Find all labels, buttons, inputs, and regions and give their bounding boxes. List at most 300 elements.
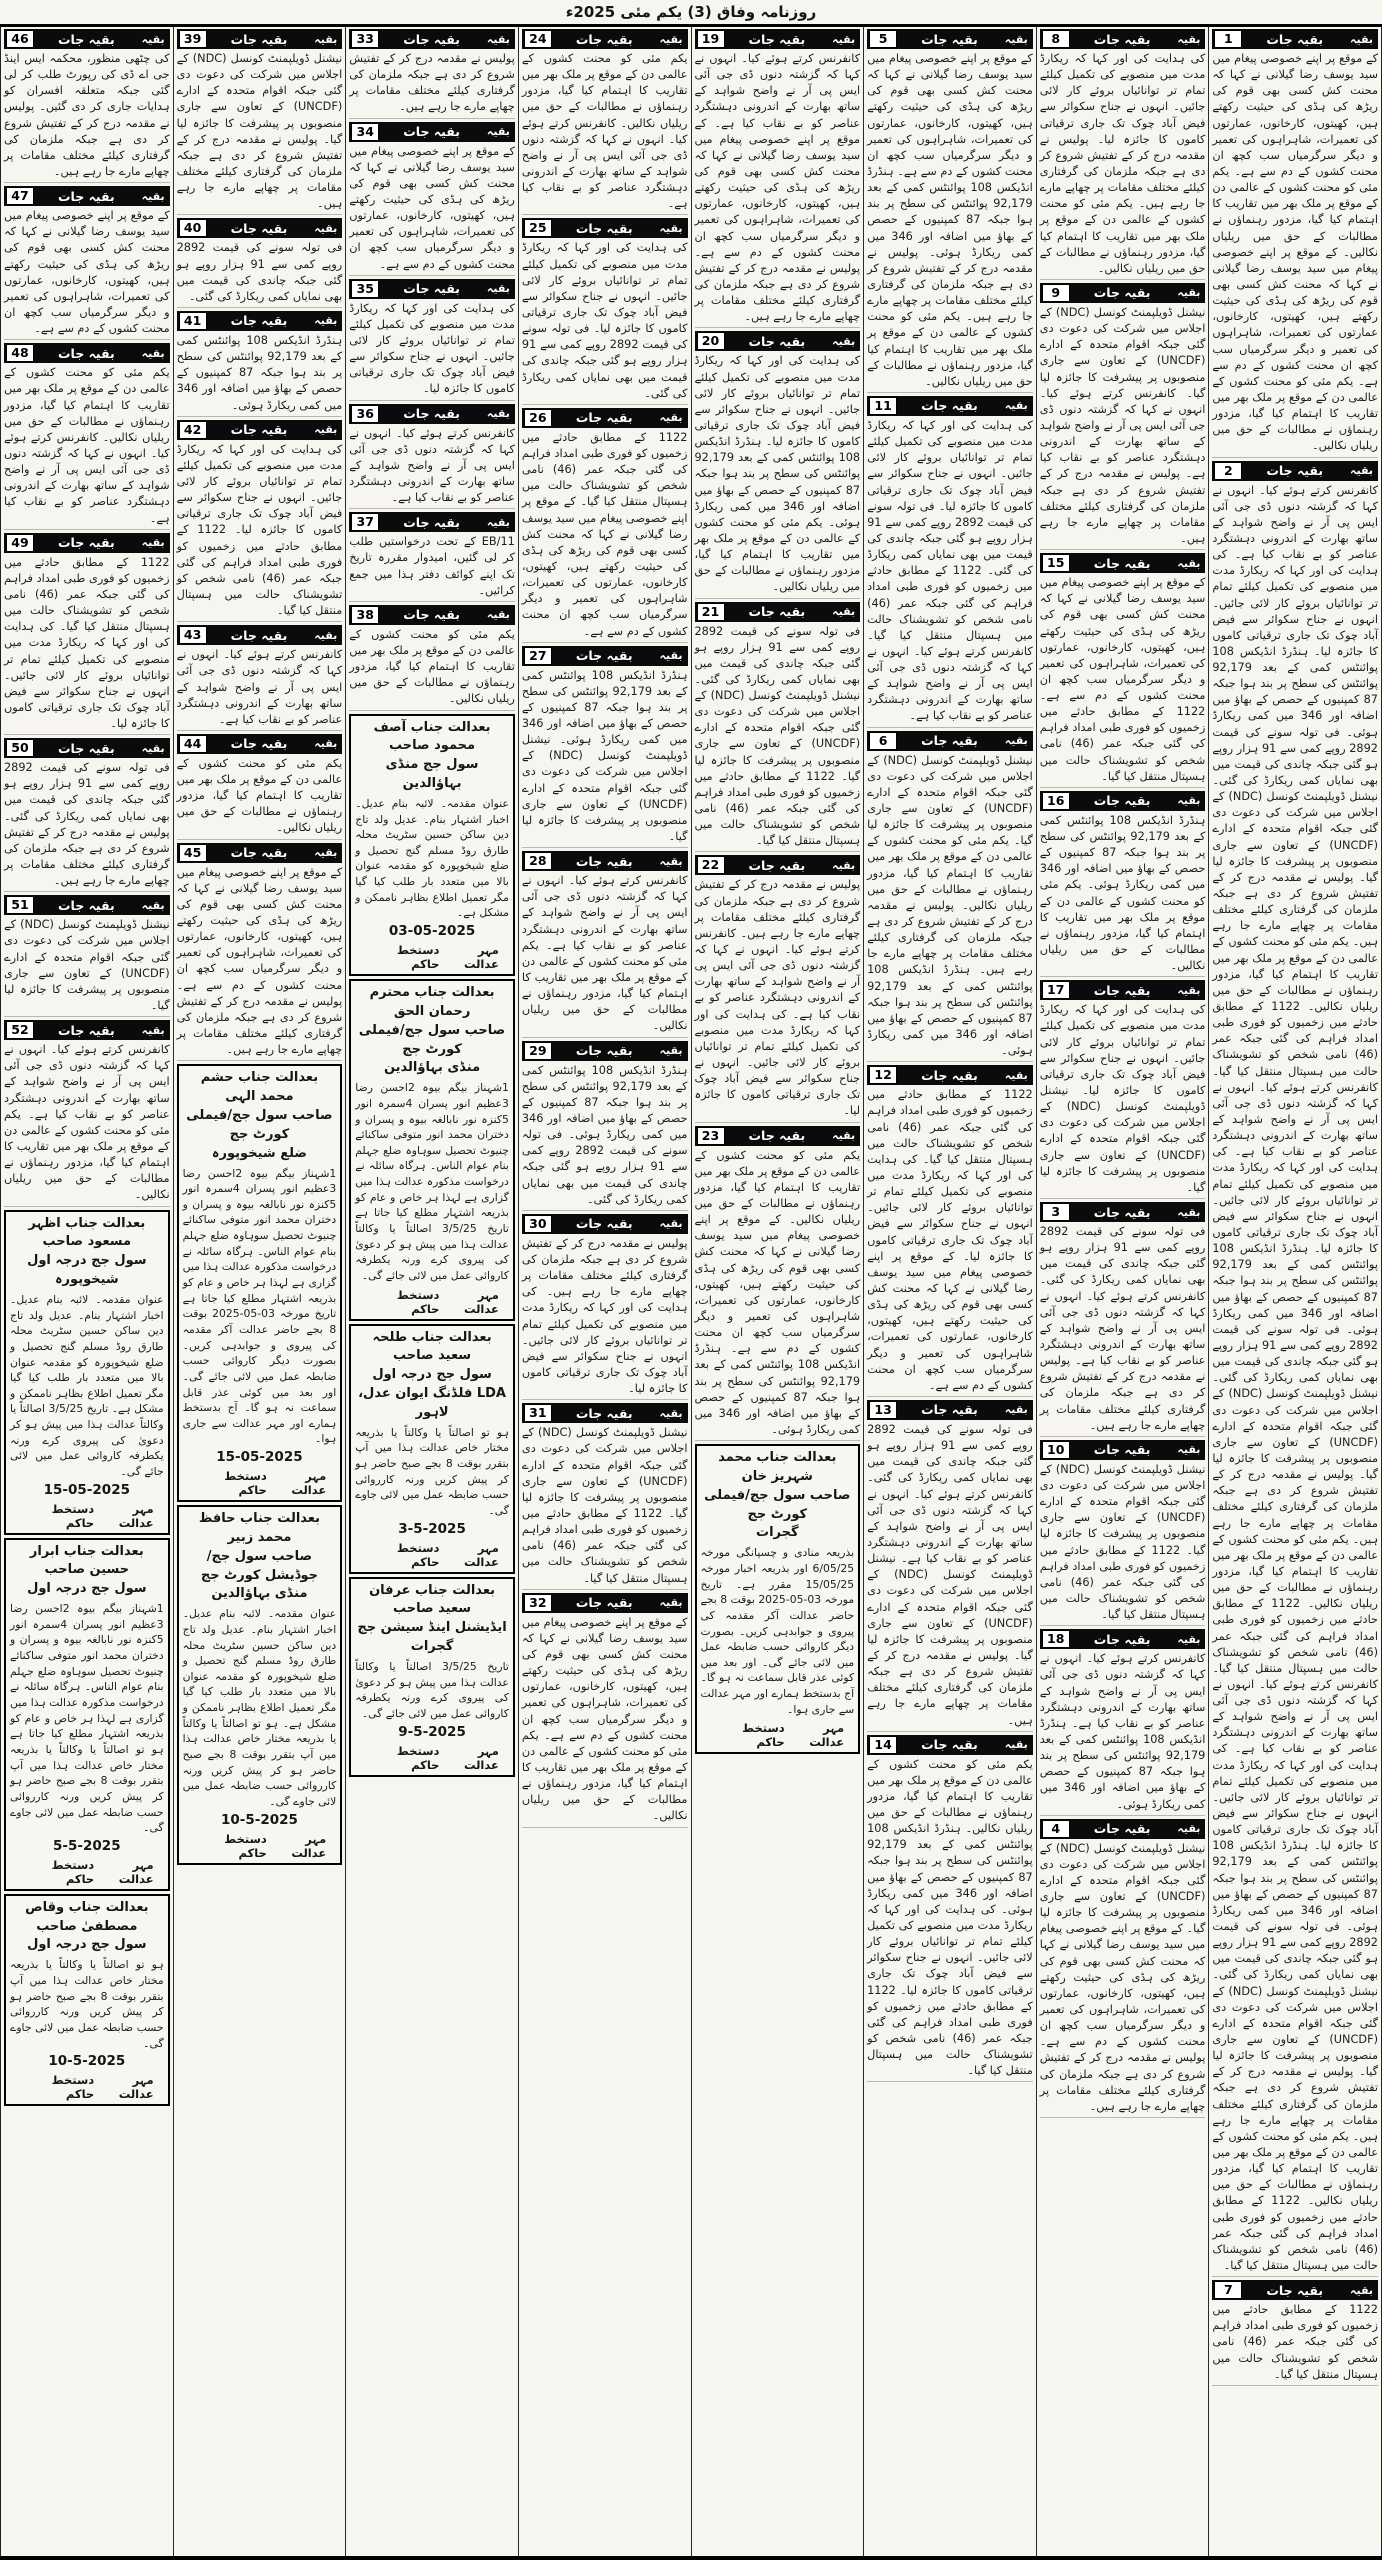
continuation-box [349,29,515,119]
notice-sign-label: دستخط حاکم [396,1743,440,1772]
continuation-box [522,1403,688,1589]
notice-sign-label: دستخط حاکم [51,2073,95,2102]
continuation-number: 3 [1042,1203,1070,1221]
notice-body: عنوان مقدمہ۔ لائبہ بنام عدیل۔ اخبار اشتہار بنام۔ عدیل ولد تاج دین ساکن حسین سٹریٹ محلہ طارق روڈ مسلم گنج تحصیل و ضلع شیخوپورہ کو مقدمہ عنوان بالا میں متعدد بار طلب کیا گیا مگر تعمیل اطلاع بظاہر ناممکن و مشکل ہے۔ تاریخ 3/5/25 اصالتاً یا وکالتاً عدالت ہذا میں پیش ہو کر دعویٰ کی پیروی کرے ورنہ یکطرفہ کاروائی عمل میں لائی جائے گی۔ [10,1292,164,1478]
continuation-box [1040,980,1206,1199]
continuation-box [522,29,688,215]
continuation-number: 22 [697,856,725,874]
continuation-box [695,331,861,598]
notice-date: 10-5-2025 [48,2053,126,2070]
continuation-tag: بقیہ [314,221,338,235]
continuation-body: کانفرنس کرتے ہوئے کیا۔ انہوں نے کہا کہ گزشتہ دنوں ڈی جی آئی ایس پی آر نے واضح شواہد کے ساتھ بھارت کے اندرونی دہشتگرد عناصر کو بے نقاب کیا ہے۔ کے موقع پر اپنے خصوصی پیغام میں سید یوسف رضا گیلانی نے کہا کہ محنت کش کسی بھی قوم کی ریڑھ کی ہڈی کی حیثیت رکھتے ہیں، کھیتوں، کارخانوں، عمارتوں کی تعمیرات، شاہراہوں کی تعمیر و دیگر سرگرمیاں سب کچھ ان محنت کشوں کے دم سے ہے۔ پولیس نے مقدمہ درج کر کے تفتیش شروع کر دی ہے جبکہ ملزمان کی گرفتاری کیلئے مختلف مقامات پر چھاپے مارے جا رہے ہیں۔ [695,51,861,328]
continuation-number: 51 [6,896,34,914]
notice-sign-label: دستخط حاکم [51,1501,95,1530]
continuation-box [349,122,515,276]
continuation-number: 12 [869,1066,897,1084]
continuation-bar [867,396,1033,416]
continuation-label: بقیہ جات [230,313,288,329]
continuation-label: بقیہ جات [230,845,288,861]
continuation-tag: بقیہ [486,608,510,622]
continuation-label: بقیہ جات [921,398,978,414]
continuation-label: بقیہ جات [57,31,115,47]
continuation-body: یکم مئی کو محنت کشوں کے عالمی دن کے موقع پر ملک بھر میں تقاریب کا اہتمام کیا گیا، مزدور رہنماؤں نے مطالبات کے حق میں ریلیاں نکالیں۔ [349,627,515,711]
continuation-bar [177,625,343,645]
continuation-body: کی ہدایت کی اور کہا کہ ریکارڈ مدت میں منصوبے کی تکمیل کیلئے تمام تر توانائیاں بروئے کار لائی جائیں۔ انہوں نے جناح سکوائر سے فیض آباد چوک تک جاری ترقیاتی کاموں کا جائزہ لیا۔ 1122 کے مطابق حادثے میں زخمیوں کو فوری طبی امداد فراہم کی گئی جبکہ عمر (46) نامی شخص کو تشویشناک حالت میں ہسپتال منتقل کیا گیا۔ [177,442,343,623]
continuation-body: نیشنل ڈویلپمنٹ کونسل (NDC) کے اجلاس میں شرکت کی دعوت دی گئی جبکہ اقوام متحدہ کے ادارے (UNCDF) کے تعاون سے جاری منصوبوں پر پیشرفت کا جائزہ لیا گیا۔ کانفرنس کرتے ہوئے کیا۔ انہوں نے کہا کہ گزشتہ دنوں ڈی جی آئی ایس پی آر نے واضح شواہد کے ساتھ بھارت کے اندرونی دہشتگرد عناصر کو بے نقاب کیا ہے۔ پولیس نے مقدمہ درج کر کے تفتیش شروع کر دی ہے جبکہ ملزمان کی گرفتاری کیلئے مختلف مقامات پر چھاپے مارے جا رہے ہیں۔ [1040,305,1206,550]
notice-title-line: سول جج درجہ اول [27,1937,147,1953]
continuation-box [349,279,515,401]
continuation-body: کی ہدایت کی اور کہا کہ ریکارڈ مدت میں منصوبے کی تکمیل کیلئے تمام تر توانائیاں بروئے کار لائی جائیں۔ انہوں نے جناح سکوائر سے فیض آباد چوک تک جاری ترقیاتی کاموں کا جائزہ لیا۔ [349,301,515,401]
continuation-tag: بقیہ [486,125,510,139]
notice-sign-label: دستخط حاکم [742,1721,785,1750]
continuation-box [867,1400,1033,1732]
continuation-bar [1040,1819,1206,1839]
notice-seal-label: مہر عدالت [291,1469,327,1498]
court-notice [695,1444,861,1754]
continuation-number: 49 [6,534,34,552]
continuation-label: بقیہ جات [921,1067,978,1083]
continuation-tag: بقیہ [832,334,856,348]
continuation-bar [349,279,515,299]
notice-date: 10-5-2025 [220,1811,298,1828]
continuation-body: کانفرنس کرتے ہوئے کیا۔ انہوں نے کہا کہ گزشتہ دنوں ڈی جی آئی ایس پی آر نے واضح شواہد کے ساتھ بھارت کے اندرونی دہشتگرد عناصر کو بے نقاب کیا ہے۔ کی ہدایت کی اور کہا کہ ریکارڈ مدت میں منصوبے کی تکمیل کیلئے تمام تر توانائیاں بروئے کار لائی جائیں۔ انہوں نے جناح سکوائر سے فیض آباد چوک تک جاری ترقیاتی کاموں کا جائزہ لیا۔ ہنڈرڈ انڈیکس 108 پوائنٹس کمی کے بعد 92,179 پوائنٹس کی سطح پر بند ہوا جبکہ 87 کمپنیوں کے حصص کے بھاؤ میں اضافہ اور 346 میں کمی ریکارڈ ہوئی۔ فی تولہ سونے کی قیمت 2892 روپے کمی سے 91 ہزار روپے ہو گئی جبکہ چاندی کی قیمت میں بھی نمایاں کمی ریکارڈ کی گئی۔ نیشنل ڈویلپمنٹ کونسل (NDC) کے اجلاس میں شرکت کی دعوت دی گئی جبکہ اقوام متحدہ کے ادارے (UNCDF) کے تعاون سے جاری منصوبوں پر پیشرفت کا جائزہ لیا گیا۔ پولیس نے مقدمہ درج کر کے تفتیش شروع کر دی ہے جبکہ ملزمان کی گرفتاری کیلئے مختلف مقامات پر چھاپے مارے جا رہے ہیں۔ یکم مئی کو محنت کشوں کے عالمی دن کے موقع پر ملک بھر میں تقاریب کا اہتمام کیا گیا، مزدور رہنماؤں نے مطالبات کے حق میں ریلیاں نکالیں۔ 1122 کے مطابق حادثے میں زخمیوں کو فوری طبی امداد فراہم کی گئی جبکہ عمر (46) نامی شخص کو تشویشناک حالت میں ہسپتال منتقل کیا گیا۔ کانفرنس کرتے ہوئے کیا۔ انہوں نے کہا کہ گزشتہ دنوں ڈی جی آئی ایس پی آر نے واضح شواہد کے ساتھ بھارت کے اندرونی دہشتگرد عناصر کو بے نقاب کیا ہے۔ کی ہدایت کی اور کہا کہ ریکارڈ مدت میں منصوبے کی تکمیل کیلئے تمام تر توانائیاں بروئے کار لائی جائیں۔ انہوں نے جناح سکوائر سے فیض آباد چوک تک جاری ترقیاتی کاموں کا جائزہ لیا۔ ہنڈرڈ انڈیکس 108 پوائنٹس کمی کے بعد 92,179 پوائنٹس کی سطح پر بند ہوا جبکہ 87 کمپنیوں کے حصص کے بھاؤ میں اضافہ اور 346 میں کمی ریکارڈ ہوئی۔ فی تولہ سونے کی قیمت 2892 روپے کمی سے 91 ہزار روپے ہو گئی جبکہ چاندی کی قیمت میں بھی نمایاں کمی ریکارڈ کی گئی۔ نیشنل ڈویلپمنٹ کونسل (NDC) کے اجلاس میں شرکت کی دعوت دی گئی جبکہ اقوام متحدہ کے ادارے (UNCDF) کے تعاون سے جاری منصوبوں پر پیشرفت کا جائزہ لیا گیا۔ پولیس نے مقدمہ درج کر کے تفتیش شروع کر دی ہے جبکہ ملزمان کی گرفتاری کیلئے مختلف مقامات پر چھاپے مارے جا رہے ہیں۔ یکم مئی کو محنت کشوں کے عالمی دن کے موقع پر ملک بھر میں تقاریب کا اہتمام کیا گیا، مزدور رہنماؤں نے مطالبات کے حق میں ریلیاں نکالیں۔ 1122 کے مطابق حادثے میں زخمیوں کو فوری طبی امداد فراہم کی گئی جبکہ عمر (46) نامی شخص کو تشویشناک حالت میں ہسپتال منتقل کیا گیا۔ کانفرنس کرتے ہوئے کیا۔ انہوں نے کہا کہ گزشتہ دنوں ڈی جی آئی ایس پی آر نے واضح شواہد کے ساتھ بھارت کے اندرونی دہشتگرد عناصر کو بے نقاب کیا ہے۔ کی ہدایت کی اور کہا کہ ریکارڈ مدت میں منصوبے کی تکمیل کیلئے تمام تر توانائیاں بروئے کار لائی جائیں۔ انہوں نے جناح سکوائر سے فیض آباد چوک تک جاری ترقیاتی کاموں کا جائزہ لیا۔ ہنڈرڈ انڈیکس 108 پوائنٹس کمی کے بعد 92,179 پوائنٹس کی سطح پر بند ہوا جبکہ 87 کمپنیوں کے حصص کے بھاؤ میں اضافہ اور 346 میں کمی ریکارڈ ہوئی۔ فی تولہ سونے کی قیمت 2892 روپے کمی سے 91 ہزار روپے ہو گئی جبکہ چاندی کی قیمت میں بھی نمایاں کمی ریکارڈ کی گئی۔ نیشنل ڈویلپمنٹ کونسل (NDC) کے اجلاس میں شرکت کی دعوت دی گئی جبکہ اقوام متحدہ کے ادارے (UNCDF) کے تعاون سے جاری منصوبوں پر پیشرفت کا جائزہ لیا گیا۔ پولیس نے مقدمہ درج کر کے تفتیش شروع کر دی ہے جبکہ ملزمان کی گرفتاری کیلئے مختلف مقامات پر چھاپے مارے جا رہے ہیں۔ یکم مئی کو محنت کشوں کے عالمی دن کے موقع پر ملک بھر میں تقاریب کا اہتمام کیا گیا، مزدور رہنماؤں نے مطالبات کے حق میں ریلیاں نکالیں۔ 1122 کے مطابق حادثے میں زخمیوں کو فوری طبی امداد فراہم کی گئی جبکہ عمر (46) نامی شخص کو تشویشناک حالت میں ہسپتال منتقل کیا گیا۔ [1212,483,1378,2278]
continuation-label: بقیہ جات [748,1128,806,1144]
continuation-body: فی تولہ سونے کی قیمت 2892 روپے کمی سے 91 ہزار روپے ہو گئی جبکہ چاندی کی قیمت میں بھی نمایاں کمی ریکارڈ کی گئی۔ کانفرنس کرتے ہوئے کیا۔ انہوں نے کہا کہ گزشتہ دنوں ڈی جی آئی ایس پی آر نے واضح شواہد کے ساتھ بھارت کے اندرونی دہشتگرد عناصر کو بے نقاب کیا ہے۔ پولیس نے مقدمہ درج کر کے تفتیش شروع کر دی ہے جبکہ ملزمان کی گرفتاری کیلئے مختلف مقامات پر چھاپے مارے جا رہے ہیں۔ [1040,1224,1206,1437]
continuation-body: 1122 کے مطابق حادثے میں زخمیوں کو فوری طبی امداد فراہم کی گئی جبکہ عمر (46) نامی شخص کو تشویشناک حالت میں ہسپتال منتقل کیا گیا۔ کی ہدایت کی اور کہا کہ ریکارڈ مدت میں منصوبے کی تکمیل کیلئے تمام تر توانائیاں بروئے کار لائی جائیں۔ انہوں نے جناح سکوائر سے فیض آباد چوک تک جاری ترقیاتی کاموں کا جائزہ لیا۔ کے موقع پر اپنے خصوصی پیغام میں سید یوسف رضا گیلانی نے کہا کہ محنت کش کسی بھی قوم کی ریڑھ کی ہڈی کی حیثیت رکھتے ہیں، کھیتوں، کارخانوں، عمارتوں کی تعمیرات، شاہراہوں کی تعمیر و دیگر سرگرمیاں سب کچھ ان محنت کشوں کے دم سے ہے۔ [867,1087,1033,1397]
notice-body: 1شہناز بیگم بیوہ 2احسن رضا 3عظیم انور پسران 4سمرہ انور 5کنزہ نور نابالغہ بیوہ و پسران و دختران محمد انور متوفی ساکنائے چنیوٹ تحصیل سوہاوہ ضلع جہلم بنام عوام الناس۔ ہرگاہ سائلہ نے درخواست مذکورہ عدالت ہذا میں گزاری ہے لہذا ہر خاص و عام کو بذریعہ اشتہار مطلع کیا جاتا ہے ہو تو اصالتاً یا وکالتاً یا بذریعہ مختار خاص عدالت ہذا میں آپ بتقرر بوقت 8 بجے صبح حاضر ہو کر پیش کریں ورنہ کارروائی حسب ضابطہ عمل میں لائی جاوے گی۔ [10,1602,164,1835]
continuation-bar [522,1041,688,1061]
continuation-label: بقیہ جات [57,1022,115,1038]
continuation-box [522,408,688,643]
court-notice [349,979,515,1321]
notice-sign-label: دستخط حاکم [396,1540,440,1569]
notice-title-line: بعدالت جناب طلحہ سعید صاحب [372,1329,492,1364]
continuation-bar [695,331,861,351]
continuation-box [1212,461,1378,2278]
continuation-label: بقیہ جات [921,733,978,749]
notice-footer [355,1541,509,1569]
continuation-bar [4,738,170,758]
notice-title-line: سول جج درجہ اول [27,1581,147,1597]
continuation-body: 1122 کے مطابق حادثے میں زخمیوں کو فوری طبی امداد فراہم کی گئی جبکہ عمر (46) نامی شخص کو تشویشناک حالت میں ہسپتال منتقل کیا گیا۔ کے موقع پر اپنے خصوصی پیغام میں سید یوسف رضا گیلانی نے کہا کہ محنت کش کسی بھی قوم کی ریڑھ کی ہڈی کی حیثیت رکھتے ہیں، کھیتوں، کارخانوں، عمارتوں کی تعمیرات، شاہراہوں کی تعمیر و دیگر سرگرمیاں سب کچھ ان محنت کشوں کے دم سے ہے۔ [522,430,688,643]
continuation-label: بقیہ جات [230,31,288,47]
continuation-body: کے موقع پر اپنے خصوصی پیغام میں سید یوسف رضا گیلانی نے کہا کہ محنت کش کسی بھی قوم کی ریڑھ کی ہڈی کی حیثیت رکھتے ہیں، کھیتوں، کارخانوں، عمارتوں کی تعمیرات، شاہراہوں کی تعمیر و دیگر سرگرمیاں سب کچھ ان محنت کشوں کے دم سے ہے۔ [4,208,170,340]
continuation-number: 46 [6,30,34,48]
continuation-body: فی تولہ سونے کی قیمت 2892 روپے کمی سے 91 ہزار روپے ہو گئی جبکہ چاندی کی قیمت میں بھی نمایاں کمی ریکارڈ کی گئی۔ پولیس نے مقدمہ درج کر کے تفتیش شروع کر دی ہے جبکہ ملزمان کی گرفتاری کیلئے مختلف مقامات پر چھاپے مارے جا رہے ہیں۔ [4,760,170,892]
court-notice [349,1577,515,1777]
continuation-label: بقیہ جات [403,124,460,140]
continuation-number: 43 [179,626,207,644]
continuation-number: 40 [179,219,207,237]
continuation-bar [349,404,515,424]
continuation-tag: بقیہ [1177,1443,1201,1457]
continuation-box [1040,1202,1206,1437]
continuation-box [1212,2280,1378,2386]
continuation-bar [695,1126,861,1146]
continuation-body: کے موقع پر اپنے خصوصی پیغام میں سید یوسف رضا گیلانی نے کہا کہ محنت کش کسی بھی قوم کی ریڑھ کی ہڈی کی حیثیت رکھتے ہیں، کھیتوں، کارخانوں، عمارتوں کی تعمیرات، شاہراہوں کی تعمیر و دیگر سرگرمیاں سب کچھ ان محنت کشوں کے دم سے ہے۔ یکم مئی کو محنت کشوں کے عالمی دن کے موقع پر ملک بھر میں تقاریب کا اہتمام کیا گیا، مزدور رہنماؤں نے مطالبات کے حق میں ریلیاں نکالیں۔ کے موقع پر اپنے خصوصی پیغام میں سید یوسف رضا گیلانی نے کہا کہ محنت کش کسی بھی قوم کی ریڑھ کی ہڈی کی حیثیت رکھتے ہیں، کھیتوں، کارخانوں، عمارتوں کی تعمیرات، شاہراہوں کی تعمیر و دیگر سرگرمیاں سب کچھ ان محنت کشوں کے دم سے ہے۔ یکم مئی کو محنت کشوں کے عالمی دن کے موقع پر ملک بھر میں تقاریب کا اہتمام کیا گیا، مزدور رہنماؤں نے مطالبات کے حق میں ریلیاں نکالیں۔ [1212,51,1378,458]
continuation-bar [177,734,343,754]
continuation-tag: بقیہ [1350,32,1373,46]
continuation-tag: بقیہ [1177,1632,1201,1646]
continuation-tag: بقیہ [314,846,338,860]
continuation-box [177,420,343,623]
continuation-body: کی ہدایت کی اور کہا کہ ریکارڈ مدت میں منصوبے کی تکمیل کیلئے تمام تر توانائیاں بروئے کار لائی جائیں۔ انہوں نے جناح سکوائر سے فیض آباد چوک تک جاری ترقیاتی کاموں کا جائزہ لیا۔ ہنڈرڈ انڈیکس 108 پوائنٹس کمی کے بعد 92,179 پوائنٹس کی سطح پر بند ہوا جبکہ 87 کمپنیوں کے حصص کے بھاؤ میں اضافہ اور 346 میں کمی ریکارڈ ہوئی۔ یکم مئی کو محنت کشوں کے عالمی دن کے موقع پر ملک بھر میں تقاریب کا اہتمام کیا گیا، مزدور رہنماؤں نے مطالبات کے حق میں ریلیاں نکالیں۔ [695,353,861,598]
continuation-number: 11 [869,397,897,415]
notice-title-line: منڈی بہاؤالدین [211,1586,308,1602]
continuation-box [4,1020,170,1206]
notice-body: تاریخ 3/5/25 اصالتاً یا وکالتاً عدالت ہذا میں پیش ہو کر دعویٰ کی پیروی کرے ورنہ یکطرفہ کاروائی عمل میں لائی جائے گی۔ [355,1659,509,1720]
notice-body: عنوان مقدمہ۔ لائبہ بنام عدیل۔ اخبار اشتہار بنام۔ عدیل ولد تاج دین ساکن حسین سٹریٹ محلہ طارق روڈ مسلم گنج تحصیل و ضلع شیخوپورہ کو مقدمہ عنوان بالا میں متعدد بار طلب کیا گیا مگر تعمیل اطلاع بظاہر ناممکن و مشکل ہے۔ ہو تو اصالتاً یا وکالتاً یا بذریعہ مختار خاص عدالت ہذا میں آپ بتقرر بوقت 8 بجے صبح حاضر ہو کر پیش کریں ورنہ کارروائی حسب ضابطہ عمل میں لائی جاوے گی۔ [182,1607,337,1808]
continuation-number: 8 [1042,30,1070,48]
continuation-label: بقیہ جات [575,648,633,664]
continuation-label: بقیہ جات [1093,1631,1151,1647]
continuation-tag: بقیہ [141,189,165,203]
continuation-body: EB/11 کے تحت درخواستیں طلب کر لی گئیں، امیدوار مقررہ تاریخ تک اپنے کوائف دفتر ہذا میں جمع کرائیں۔ [349,534,515,602]
continuation-bar [1212,461,1378,481]
notice-seal-label: مہر عدالت [118,2073,154,2102]
notice-title-line: بعدالت جناب وقاص مصطفیٰ صاحب [25,1899,149,1934]
continuation-bar [695,855,861,875]
continuation-bar [1040,1202,1206,1222]
continuation-label: بقیہ جات [1266,463,1324,479]
continuation-number: 34 [351,123,379,141]
column-4 [691,27,864,2556]
continuation-label: بقیہ جات [1093,555,1151,571]
notice-sign-label: دستخط حاکم [51,1857,95,1886]
continuation-number: 15 [1042,554,1070,572]
court-notice [349,714,515,977]
continuation-number: 29 [524,1042,552,1060]
continuation-number: 6 [869,732,897,750]
continuation-bar [4,533,170,553]
continuation-tag: بقیہ [1004,1738,1028,1752]
continuation-bar [177,843,343,863]
continuation-box [522,851,688,1037]
notice-footer [183,1832,337,1860]
continuation-number: 32 [524,1594,552,1612]
court-notice [4,1538,170,1891]
continuation-number: 27 [524,647,552,665]
court-notice [349,1324,515,1574]
continuation-body: فی تولہ سونے کی قیمت 2892 روپے کمی سے 91 ہزار روپے ہو گئی جبکہ چاندی کی قیمت میں بھی نمایاں کمی ریکارڈ کی گئی۔ کانفرنس کرتے ہوئے کیا۔ انہوں نے کہا کہ گزشتہ دنوں ڈی جی آئی ایس پی آر نے واضح شواہد کے ساتھ بھارت کے اندرونی دہشتگرد عناصر کو بے نقاب کیا ہے۔ نیشنل ڈویلپمنٹ کونسل (NDC) کے اجلاس میں شرکت کی دعوت دی گئی جبکہ اقوام متحدہ کے ادارے (UNCDF) کے تعاون سے جاری منصوبوں پر پیشرفت کا جائزہ لیا گیا۔ پولیس نے مقدمہ درج کر کے تفتیش شروع کر دی ہے جبکہ ملزمان کی گرفتاری کیلئے مختلف مقامات پر چھاپے مارے جا رہے ہیں۔ [867,1422,1033,1732]
continuation-tag: بقیہ [659,411,683,425]
continuation-label: بقیہ جات [575,853,633,869]
notice-footer [355,1288,509,1316]
continuation-box [1040,1440,1206,1626]
masthead-title: روزنامہ وفاق (3) یکم مئی 2025ء [0,0,1382,27]
notice-sign-label: دستخط حاکم [224,1469,267,1498]
continuation-number: 26 [524,409,552,427]
continuation-box [4,895,170,1017]
continuation-bar [522,1593,688,1613]
continuation-number: 44 [179,735,207,753]
continuation-tag: بقیہ [314,423,338,437]
continuation-box [177,218,343,308]
notice-title-line: سول جج درجہ اول شیخوپورہ [27,1253,147,1288]
continuation-tag: بقیہ [1177,32,1201,46]
continuation-number: 7 [1214,2281,1242,2299]
continuation-box [1040,791,1206,977]
continuation-bar [349,29,515,49]
continuation-number: 21 [697,603,725,621]
continuation-label: بقیہ جات [230,736,288,752]
continuation-box [867,1735,1033,2083]
notice-date: 9-5-2025 [398,1723,466,1740]
continuation-box [867,1065,1033,1397]
continuation-label: بقیہ جات [1093,31,1151,47]
continuation-body: کی چٹھی منظور، محکمہ ایس اینڈ جی اے ڈی کی رپورٹ طلب کر لی گئی جبکہ متعلقہ افسران کو ہدایات جاری کر دی گئیں۔ پولیس نے مقدمہ درج کر کے تفتیش شروع کر دی ہے جبکہ ملزمان کی گرفتاری کیلئے مختلف مقامات پر چھاپے مارے جا رہے ہیں۔ [4,51,170,183]
continuation-tag: بقیہ [141,346,165,360]
continuation-body: یکم مئی کو محنت کشوں کے عالمی دن کے موقع پر ملک بھر میں تقاریب کا اہتمام کیا گیا، مزدور رہنماؤں نے مطالبات کے حق میں ریلیاں نکالیں۔ ہنڈرڈ انڈیکس 108 پوائنٹس کمی کے بعد 92,179 پوائنٹس کی سطح پر بند ہوا جبکہ 87 کمپنیوں کے حصص کے بھاؤ میں اضافہ اور 346 میں کمی ریکارڈ ہوئی۔ کی ہدایت کی اور کہا کہ ریکارڈ مدت میں منصوبے کی تکمیل کیلئے تمام تر توانائیاں بروئے کار لائی جائیں۔ انہوں نے جناح سکوائر سے فیض آباد چوک تک جاری ترقیاتی کاموں کا جائزہ لیا۔ 1122 کے مطابق حادثے میں زخمیوں کو فوری طبی امداد فراہم کی گئی جبکہ عمر (46) نامی شخص کو تشویشناک حالت میں ہسپتال منتقل کیا گیا۔ [867,1757,1033,2083]
continuation-number: 52 [6,1021,34,1039]
continuation-box [522,218,688,404]
continuation-body: کانفرنس کرتے ہوئے کیا۔ انہوں نے کہا کہ گزشتہ دنوں ڈی جی آئی ایس پی آر نے واضح شواہد کے ساتھ بھارت کے اندرونی دہشتگرد عناصر کو بے نقاب کیا ہے۔ یکم مئی کو محنت کشوں کے عالمی دن کے موقع پر ملک بھر میں تقاریب کا اہتمام کیا گیا، مزدور رہنماؤں نے مطالبات کے حق میں ریلیاں نکالیں۔ [522,873,688,1037]
continuation-label: بقیہ جات [748,333,806,349]
continuation-number: 4 [1042,1820,1070,1838]
continuation-bar [4,29,170,49]
continuation-label: بقیہ جات [403,406,460,422]
continuation-bar [349,512,515,532]
continuation-number: 39 [179,30,207,48]
continuation-label: بقیہ جات [1266,2282,1324,2298]
notice-date: 03-05-2025 [388,923,476,939]
continuation-tag: بقیہ [486,407,510,421]
continuation-label: بقیہ جات [575,1405,633,1421]
continuation-body: ہنڈرڈ انڈیکس 108 پوائنٹس کمی کے بعد 92,179 پوائنٹس کی سطح پر بند ہوا جبکہ 87 کمپنیوں کے حصص کے بھاؤ میں اضافہ اور 346 میں کمی ریکارڈ ہوئی۔ نیشنل ڈویلپمنٹ کونسل (NDC) کے اجلاس میں شرکت کی دعوت دی گئی جبکہ اقوام متحدہ کے ادارے (UNCDF) کے تعاون سے جاری منصوبوں پر پیشرفت کا جائزہ لیا گیا۔ [522,668,688,849]
notice-date: 3-5-2025 [398,1520,466,1537]
continuation-body: 1122 کے مطابق حادثے میں زخمیوں کو فوری طبی امداد فراہم کی گئی جبکہ عمر (46) نامی شخص کو تشویشناک حالت میں ہسپتال منتقل کیا گیا۔ [1212,2302,1378,2386]
continuation-tag: بقیہ [141,898,165,912]
notice-footer [183,1469,337,1497]
notice-title-line: بعدالت جناب محترم رحمان الحق [369,985,495,1019]
continuation-label: بقیہ جات [1093,1442,1151,1458]
continuation-tag: بقیہ [659,1217,683,1231]
continuation-label: بقیہ جات [230,422,288,438]
continuation-box [1040,553,1206,788]
notice-footer [10,2073,164,2101]
continuation-number: 17 [1042,981,1070,999]
continuation-label: بقیہ جات [921,1402,978,1418]
notice-title-line: صاحب سول جج/فیملی کورٹ جج [704,1487,851,1522]
continuation-bar [1040,283,1206,303]
continuation-body: نیشنل ڈویلپمنٹ کونسل (NDC) کے اجلاس میں شرکت کی دعوت دی گئی جبکہ اقوام متحدہ کے ادارے (UNCDF) کے تعاون سے جاری منصوبوں پر پیشرفت کا جائزہ لیا گیا۔ [4,917,170,1017]
continuation-bar [1040,553,1206,573]
continuation-bar [1040,980,1206,1000]
continuation-box [695,1126,861,1442]
notice-title-line: بعدالت جناب اظہر مسعود صاحب [28,1215,146,1250]
continuation-bar [695,29,861,49]
column-6 [345,27,518,2556]
column-7 [173,27,346,2556]
continuation-tag: بقیہ [832,858,856,872]
notice-seal-label: مہر عدالت [463,1743,499,1772]
continuation-body: کے موقع پر اپنے خصوصی پیغام میں سید یوسف رضا گیلانی نے کہا کہ محنت کش کسی بھی قوم کی ریڑھ کی ہڈی کی حیثیت رکھتے ہیں، کھیتوں، کارخانوں، عمارتوں کی تعمیرات، شاہراہوں کی تعمیر و دیگر سرگرمیاں سب کچھ ان محنت کشوں کے دم سے ہے۔ 1122 کے مطابق حادثے میں زخمیوں کو فوری طبی امداد فراہم کی گئی جبکہ عمر (46) نامی شخص کو تشویشناک حالت میں ہسپتال منتقل کیا گیا۔ [1040,575,1206,788]
continuation-tag: بقیہ [314,737,338,751]
continuation-tag: بقیہ [1177,286,1201,300]
continuation-box [177,625,343,731]
continuation-body: کی ہدایت کی اور کہا کہ ریکارڈ مدت میں منصوبے کی تکمیل کیلئے تمام تر توانائیاں بروئے کار لائی جائیں۔ انہوں نے جناح سکوائر سے فیض آباد چوک تک جاری ترقیاتی کاموں کا جائزہ لیا۔ پولیس نے مقدمہ درج کر کے تفتیش شروع کر دی ہے جبکہ ملزمان کی گرفتاری کیلئے مختلف مقامات پر چھاپے مارے جا رہے ہیں۔ یکم مئی کو محنت کشوں کے عالمی دن کے موقع پر ملک بھر میں تقاریب کا اہتمام کیا گیا، مزدور رہنماؤں نے مطالبات کے حق میں ریلیاں نکالیں۔ [1040,51,1206,280]
continuation-label: بقیہ جات [1093,982,1151,998]
continuation-box [867,29,1033,393]
column-2 [1036,27,1209,2556]
continuation-box [349,605,515,711]
continuation-body: کے موقع پر اپنے خصوصی پیغام میں سید یوسف رضا گیلانی نے کہا کہ محنت کش کسی بھی قوم کی ریڑھ کی ہڈی کی حیثیت رکھتے ہیں، کھیتوں، کارخانوں، عمارتوں کی تعمیرات، شاہراہوں کی تعمیر و دیگر سرگرمیاں سب کچھ ان محنت کشوں کے دم سے ہے۔ یکم مئی کو محنت کشوں کے عالمی دن کے موقع پر ملک بھر میں تقاریب کا اہتمام کیا گیا، مزدور رہنماؤں نے مطالبات کے حق میں ریلیاں نکالیں۔ [522,1615,688,1828]
notice-title-line: سول جج درجہ اول [372,1367,492,1383]
continuation-label: بقیہ جات [1093,793,1151,809]
notice-title-line: گجرات [756,1525,799,1541]
continuation-bar [1040,1440,1206,1460]
continuation-bar [522,218,688,238]
continuation-label: بقیہ جات [748,31,806,47]
columns-grid [0,27,1382,2556]
continuation-box [177,843,343,1062]
continuation-label: بقیہ جات [921,1737,978,1753]
continuation-box [522,1593,688,1828]
continuation-bar [4,343,170,363]
notice-date: 5-5-2025 [53,1837,121,1854]
continuation-tag: بقیہ [832,1129,856,1143]
continuation-label: بقیہ جات [575,410,633,426]
continuation-box [4,343,170,529]
continuation-tag: بقیہ [1004,1068,1028,1082]
continuation-label: بقیہ جات [1093,285,1151,301]
continuation-number: 2 [1214,462,1242,480]
continuation-box [867,396,1033,728]
continuation-bar [522,1214,688,1234]
continuation-tag: بقیہ [659,854,683,868]
notice-sign-label: دستخط حاکم [396,1287,440,1316]
notice-title-line: بعدالت جناب حشم محمد الہی [200,1070,319,1105]
continuation-body: کی ہدایت کی اور کہا کہ ریکارڈ مدت میں منصوبے کی تکمیل کیلئے تمام تر توانائیاں بروئے کار لائی جائیں۔ انہوں نے جناح سکوائر سے فیض آباد چوک تک جاری ترقیاتی کاموں کا جائزہ لیا۔ فی تولہ سونے کی قیمت 2892 روپے کمی سے 91 ہزار روپے ہو گئی جبکہ چاندی کی قیمت میں بھی نمایاں کمی ریکارڈ کی گئی۔ [522,240,688,404]
continuation-tag: بقیہ [659,1406,683,1420]
continuation-tag: بقیہ [1350,2283,1373,2297]
continuation-number: 5 [869,30,897,48]
continuation-box [867,731,1033,1063]
continuation-tag: بقیہ [141,32,165,46]
continuation-box [1040,1819,1206,2118]
continuation-tag: بقیہ [832,605,856,618]
continuation-bar [1040,791,1206,811]
continuation-number: 23 [697,1127,725,1145]
continuation-box [4,738,170,892]
continuation-body: ہنڈرڈ انڈیکس 108 پوائنٹس کمی کے بعد 92,179 پوائنٹس کی سطح پر بند ہوا جبکہ 87 کمپنیوں کے حصص کے بھاؤ میں اضافہ اور 346 میں کمی ریکارڈ ہوئی۔ یکم مئی کو محنت کشوں کے عالمی دن کے موقع پر ملک بھر میں تقاریب کا اہتمام کیا گیا، مزدور رہنماؤں نے مطالبات کے حق میں ریلیاں نکالیں۔ [1040,813,1206,977]
continuation-body: کے موقع پر اپنے خصوصی پیغام میں سید یوسف رضا گیلانی نے کہا کہ محنت کش کسی بھی قوم کی ریڑھ کی ہڈی کی حیثیت رکھتے ہیں، کھیتوں، کارخانوں، عمارتوں کی تعمیرات، شاہراہوں کی تعمیر و دیگر سرگرمیاں سب کچھ ان محنت کشوں کے دم سے ہے۔ ہنڈرڈ انڈیکس 108 پوائنٹس کمی کے بعد 92,179 پوائنٹس کی سطح پر بند ہوا جبکہ 87 کمپنیوں کے حصص کے بھاؤ میں اضافہ اور 346 میں کمی ریکارڈ ہوئی۔ پولیس نے مقدمہ درج کر کے تفتیش شروع کر دی ہے جبکہ ملزمان کی گرفتاری کیلئے مختلف مقامات پر چھاپے مارے جا رہے ہیں۔ یکم مئی کو محنت کشوں کے عالمی دن کے موقع پر ملک بھر میں تقاریب کا اہتمام کیا گیا، مزدور رہنماؤں نے مطالبات کے حق میں ریلیاں نکالیں۔ [867,51,1033,393]
continuation-bar [177,420,343,440]
continuation-body: نیشنل ڈویلپمنٹ کونسل (NDC) کے اجلاس میں شرکت کی دعوت دی گئی جبکہ اقوام متحدہ کے ادارے (UNCDF) کے تعاون سے جاری منصوبوں پر پیشرفت کا جائزہ لیا گیا۔ یکم مئی کو محنت کشوں کے عالمی دن کے موقع پر ملک بھر میں تقاریب کا اہتمام کیا گیا، مزدور رہنماؤں نے مطالبات کے حق میں ریلیاں نکالیں۔ پولیس نے مقدمہ درج کر کے تفتیش شروع کر دی ہے جبکہ ملزمان کی گرفتاری کیلئے مختلف مقامات پر چھاپے مارے جا رہے ہیں۔ ہنڈرڈ انڈیکس 108 پوائنٹس کمی کے بعد 92,179 پوائنٹس کی سطح پر بند ہوا جبکہ 87 کمپنیوں کے حصص کے بھاؤ میں اضافہ اور 346 میں کمی ریکارڈ ہوئی۔ [867,753,1033,1063]
continuation-body: فی تولہ سونے کی قیمت 2892 روپے کمی سے 91 ہزار روپے ہو گئی جبکہ چاندی کی قیمت میں بھی نمایاں کمی ریکارڈ کی گئی۔ [177,240,343,308]
continuation-body: یکم مئی کو محنت کشوں کے عالمی دن کے موقع پر ملک بھر میں تقاریب کا اہتمام کیا گیا، مزدور رہنماؤں نے مطالبات کے حق میں ریلیاں نکالیں۔ کانفرنس کرتے ہوئے کیا۔ انہوں نے کہا کہ گزشتہ دنوں ڈی جی آئی ایس پی آر نے واضح شواہد کے ساتھ بھارت کے اندرونی دہشتگرد عناصر کو بے نقاب کیا ہے۔ [4,365,170,529]
continuation-label: بقیہ جات [575,31,633,47]
continuation-body: پولیس نے مقدمہ درج کر کے تفتیش شروع کر دی ہے جبکہ ملزمان کی گرفتاری کیلئے مختلف مقامات پر چھاپے مارے جا رہے ہیں۔ کانفرنس کرتے ہوئے کیا۔ انہوں نے کہا کہ گزشتہ دنوں ڈی جی آئی ایس پی آر نے واضح شواہد کے ساتھ بھارت کے اندرونی دہشتگرد عناصر کو بے نقاب کیا ہے۔ کی ہدایت کی اور کہا کہ ریکارڈ مدت میں منصوبے کی تکمیل کیلئے تمام تر توانائیاں بروئے کار لائی جائیں۔ انہوں نے جناح سکوائر سے فیض آباد چوک تک جاری ترقیاتی کاموں کا جائزہ لیا۔ [695,877,861,1122]
court-notice [4,1210,170,1535]
continuation-bar [867,1400,1033,1420]
continuation-number: 36 [351,405,379,423]
continuation-box [4,533,170,736]
notice-body: عنوان مقدمہ۔ لائبہ بنام عدیل۔ اخبار اشتہار بنام۔ عدیل ولد تاج دین ساکن حسین سٹریٹ محلہ طارق روڈ مسلم گنج تحصیل و ضلع شیخوپورہ کو مقدمہ عنوان بالا میں متعدد بار طلب کیا گیا مگر تعمیل اطلاع بظاہر ناممکن و مشکل ہے۔ [355,796,509,920]
notice-seal-label: مہر عدالت [463,1540,499,1569]
continuation-number: 13 [869,1401,897,1419]
continuation-bar [522,851,688,871]
continuation-number: 30 [524,1215,552,1233]
continuation-box [177,311,343,417]
continuation-tag: بقیہ [1350,464,1373,478]
continuation-tag: بقیہ [1177,1822,1201,1836]
continuation-number: 10 [1042,1441,1070,1459]
continuation-label: بقیہ جات [575,220,633,236]
notice-title-line: ایڈیشنل اینڈ سیشن جج [357,1620,507,1636]
continuation-box [349,404,515,510]
continuation-box [695,855,861,1122]
continuation-number: 25 [524,219,552,237]
continuation-tag: بقیہ [486,32,510,46]
continuation-label: بقیہ جات [57,345,115,361]
notice-title-line: بعدالت جناب محمد شہریز خان [718,1450,837,1484]
continuation-body: کی ہدایت کی اور کہا کہ ریکارڈ مدت میں منصوبے کی تکمیل کیلئے تمام تر توانائیاں بروئے کار لائی جائیں۔ انہوں نے جناح سکوائر سے فیض آباد چوک تک جاری ترقیاتی کاموں کا جائزہ لیا۔ فی تولہ سونے کی قیمت 2892 روپے کمی سے 91 ہزار روپے ہو گئی جبکہ چاندی کی قیمت میں بھی نمایاں کمی ریکارڈ کی گئی۔ 1122 کے مطابق حادثے میں زخمیوں کو فوری طبی امداد فراہم کی گئی جبکہ عمر (46) نامی شخص کو تشویشناک حالت میں ہسپتال منتقل کیا گیا۔ کانفرنس کرتے ہوئے کیا۔ انہوں نے کہا کہ گزشتہ دنوں ڈی جی آئی ایس پی آر نے واضح شواہد کے ساتھ بھارت کے اندرونی دہشتگرد عناصر کو بے نقاب کیا ہے۔ [867,418,1033,728]
continuation-bar [867,1735,1033,1755]
continuation-bar [867,731,1033,751]
continuation-label: بقیہ جات [403,607,460,623]
continuation-box [522,1041,688,1211]
continuation-bar [867,29,1033,49]
continuation-number: 41 [179,312,207,330]
continuation-label: بقیہ جات [575,1043,633,1059]
continuation-label: بقیہ جات [403,281,460,297]
continuation-bar [695,602,861,622]
continuation-bar [1040,1629,1206,1649]
continuation-number: 45 [179,844,207,862]
continuation-number: 28 [524,852,552,870]
continuation-label: بقیہ جات [57,188,115,204]
continuation-bar [1212,2280,1378,2300]
notice-body: ہو تو اصالتاً یا وکالتاً یا بذریعہ مختار خاص عدالت ہذا میں آپ بتقرر بوقت 8 بجے صبح حاضر ہو کر پیش کریں ورنہ کارروائی حسب ضابطہ عمل میں لائی جاوے گی۔ [10,1958,164,2050]
column-3 [863,27,1036,2556]
column-5 [518,27,691,2556]
continuation-bar [522,1403,688,1423]
notice-title-line: صاحب سول جج/فیملی کورٹ جج [358,1022,506,1057]
continuation-body: کے موقع پر اپنے خصوصی پیغام میں سید یوسف رضا گیلانی نے کہا کہ محنت کش کسی بھی قوم کی ریڑھ کی ہڈی کی حیثیت رکھتے ہیں، کھیتوں، کارخانوں، عمارتوں کی تعمیرات، شاہراہوں کی تعمیر و دیگر سرگرمیاں سب کچھ ان محنت کشوں کے دم سے ہے۔ [349,144,515,276]
notice-seal-label: مہر عدالت [118,1857,154,1886]
continuation-label: بقیہ جات [748,604,806,619]
continuation-number: 31 [524,1404,552,1422]
continuation-bar [522,646,688,666]
continuation-box [349,512,515,602]
continuation-label: بقیہ جات [921,31,978,47]
continuation-number: 33 [351,30,379,48]
continuation-tag: بقیہ [1177,794,1201,808]
continuation-tag: بقیہ [1177,983,1201,997]
continuation-number: 47 [6,187,34,205]
continuation-number: 37 [351,513,379,531]
continuation-body: یکم مئی کو محنت کشوں کے عالمی دن کے موقع پر ملک بھر میں تقاریب کا اہتمام کیا گیا، مزدور رہنماؤں نے مطالبات کے حق میں ریلیاں نکالیں۔ کانفرنس کرتے ہوئے کیا۔ انہوں نے کہا کہ گزشتہ دنوں ڈی جی آئی ایس پی آر نے واضح شواہد کے ساتھ بھارت کے اندرونی دہشتگرد عناصر کو بے نقاب کیا ہے۔ [522,51,688,215]
continuation-body: کانفرنس کرتے ہوئے کیا۔ انہوں نے کہا کہ گزشتہ دنوں ڈی جی آئی ایس پی آر نے واضح شواہد کے ساتھ بھارت کے اندرونی دہشتگرد عناصر کو بے نقاب کیا ہے۔ یکم مئی کو محنت کشوں کے عالمی دن کے موقع پر ملک بھر میں تقاریب کا اہتمام کیا گیا، مزدور رہنماؤں نے مطالبات کے حق میں ریلیاں نکالیں۔ [4,1042,170,1206]
continuation-tag: بقیہ [314,32,338,46]
continuation-tag: بقیہ [1177,1205,1201,1219]
continuation-body: کی ہدایت کی اور کہا کہ ریکارڈ مدت میں منصوبے کی تکمیل کیلئے تمام تر توانائیاں بروئے کار لائی جائیں۔ انہوں نے جناح سکوائر سے فیض آباد چوک تک جاری ترقیاتی کاموں کا جائزہ لیا۔ نیشنل ڈویلپمنٹ کونسل (NDC) کے اجلاس میں شرکت کی دعوت دی گئی جبکہ اقوام متحدہ کے ادارے (UNCDF) کے تعاون سے جاری منصوبوں پر پیشرفت کا جائزہ لیا گیا۔ [1040,1002,1206,1199]
continuation-tag: بقیہ [486,515,510,529]
continuation-number: 24 [524,30,552,48]
continuation-number: 38 [351,606,379,624]
continuation-bar [4,895,170,915]
continuation-tag: بقیہ [659,32,683,46]
notice-title-line: بعدالت جناب عرفان سعید صاحب [369,1582,496,1617]
continuation-tag: بقیہ [1004,32,1028,46]
continuation-box [177,734,343,840]
notice-seal-label: مہر عدالت [809,1721,845,1750]
continuation-body: کانفرنس کرتے ہوئے کیا۔ انہوں نے کہا کہ گزشتہ دنوں ڈی جی آئی ایس پی آر نے واضح شواہد کے ساتھ بھارت کے اندرونی دہشتگرد عناصر کو بے نقاب کیا ہے۔ [349,426,515,510]
continuation-body: کانفرنس کرتے ہوئے کیا۔ انہوں نے کہا کہ گزشتہ دنوں ڈی جی آئی ایس پی آر نے واضح شواہد کے ساتھ بھارت کے اندرونی دہشتگرد عناصر کو بے نقاب کیا ہے۔ ہنڈرڈ انڈیکس 108 پوائنٹس کمی کے بعد 92,179 پوائنٹس کی سطح پر بند ہوا جبکہ 87 کمپنیوں کے حصص کے بھاؤ میں اضافہ اور 346 میں کمی ریکارڈ ہوئی۔ [1040,1651,1206,1815]
continuation-box [695,29,861,328]
continuation-tag: بقیہ [314,314,338,328]
